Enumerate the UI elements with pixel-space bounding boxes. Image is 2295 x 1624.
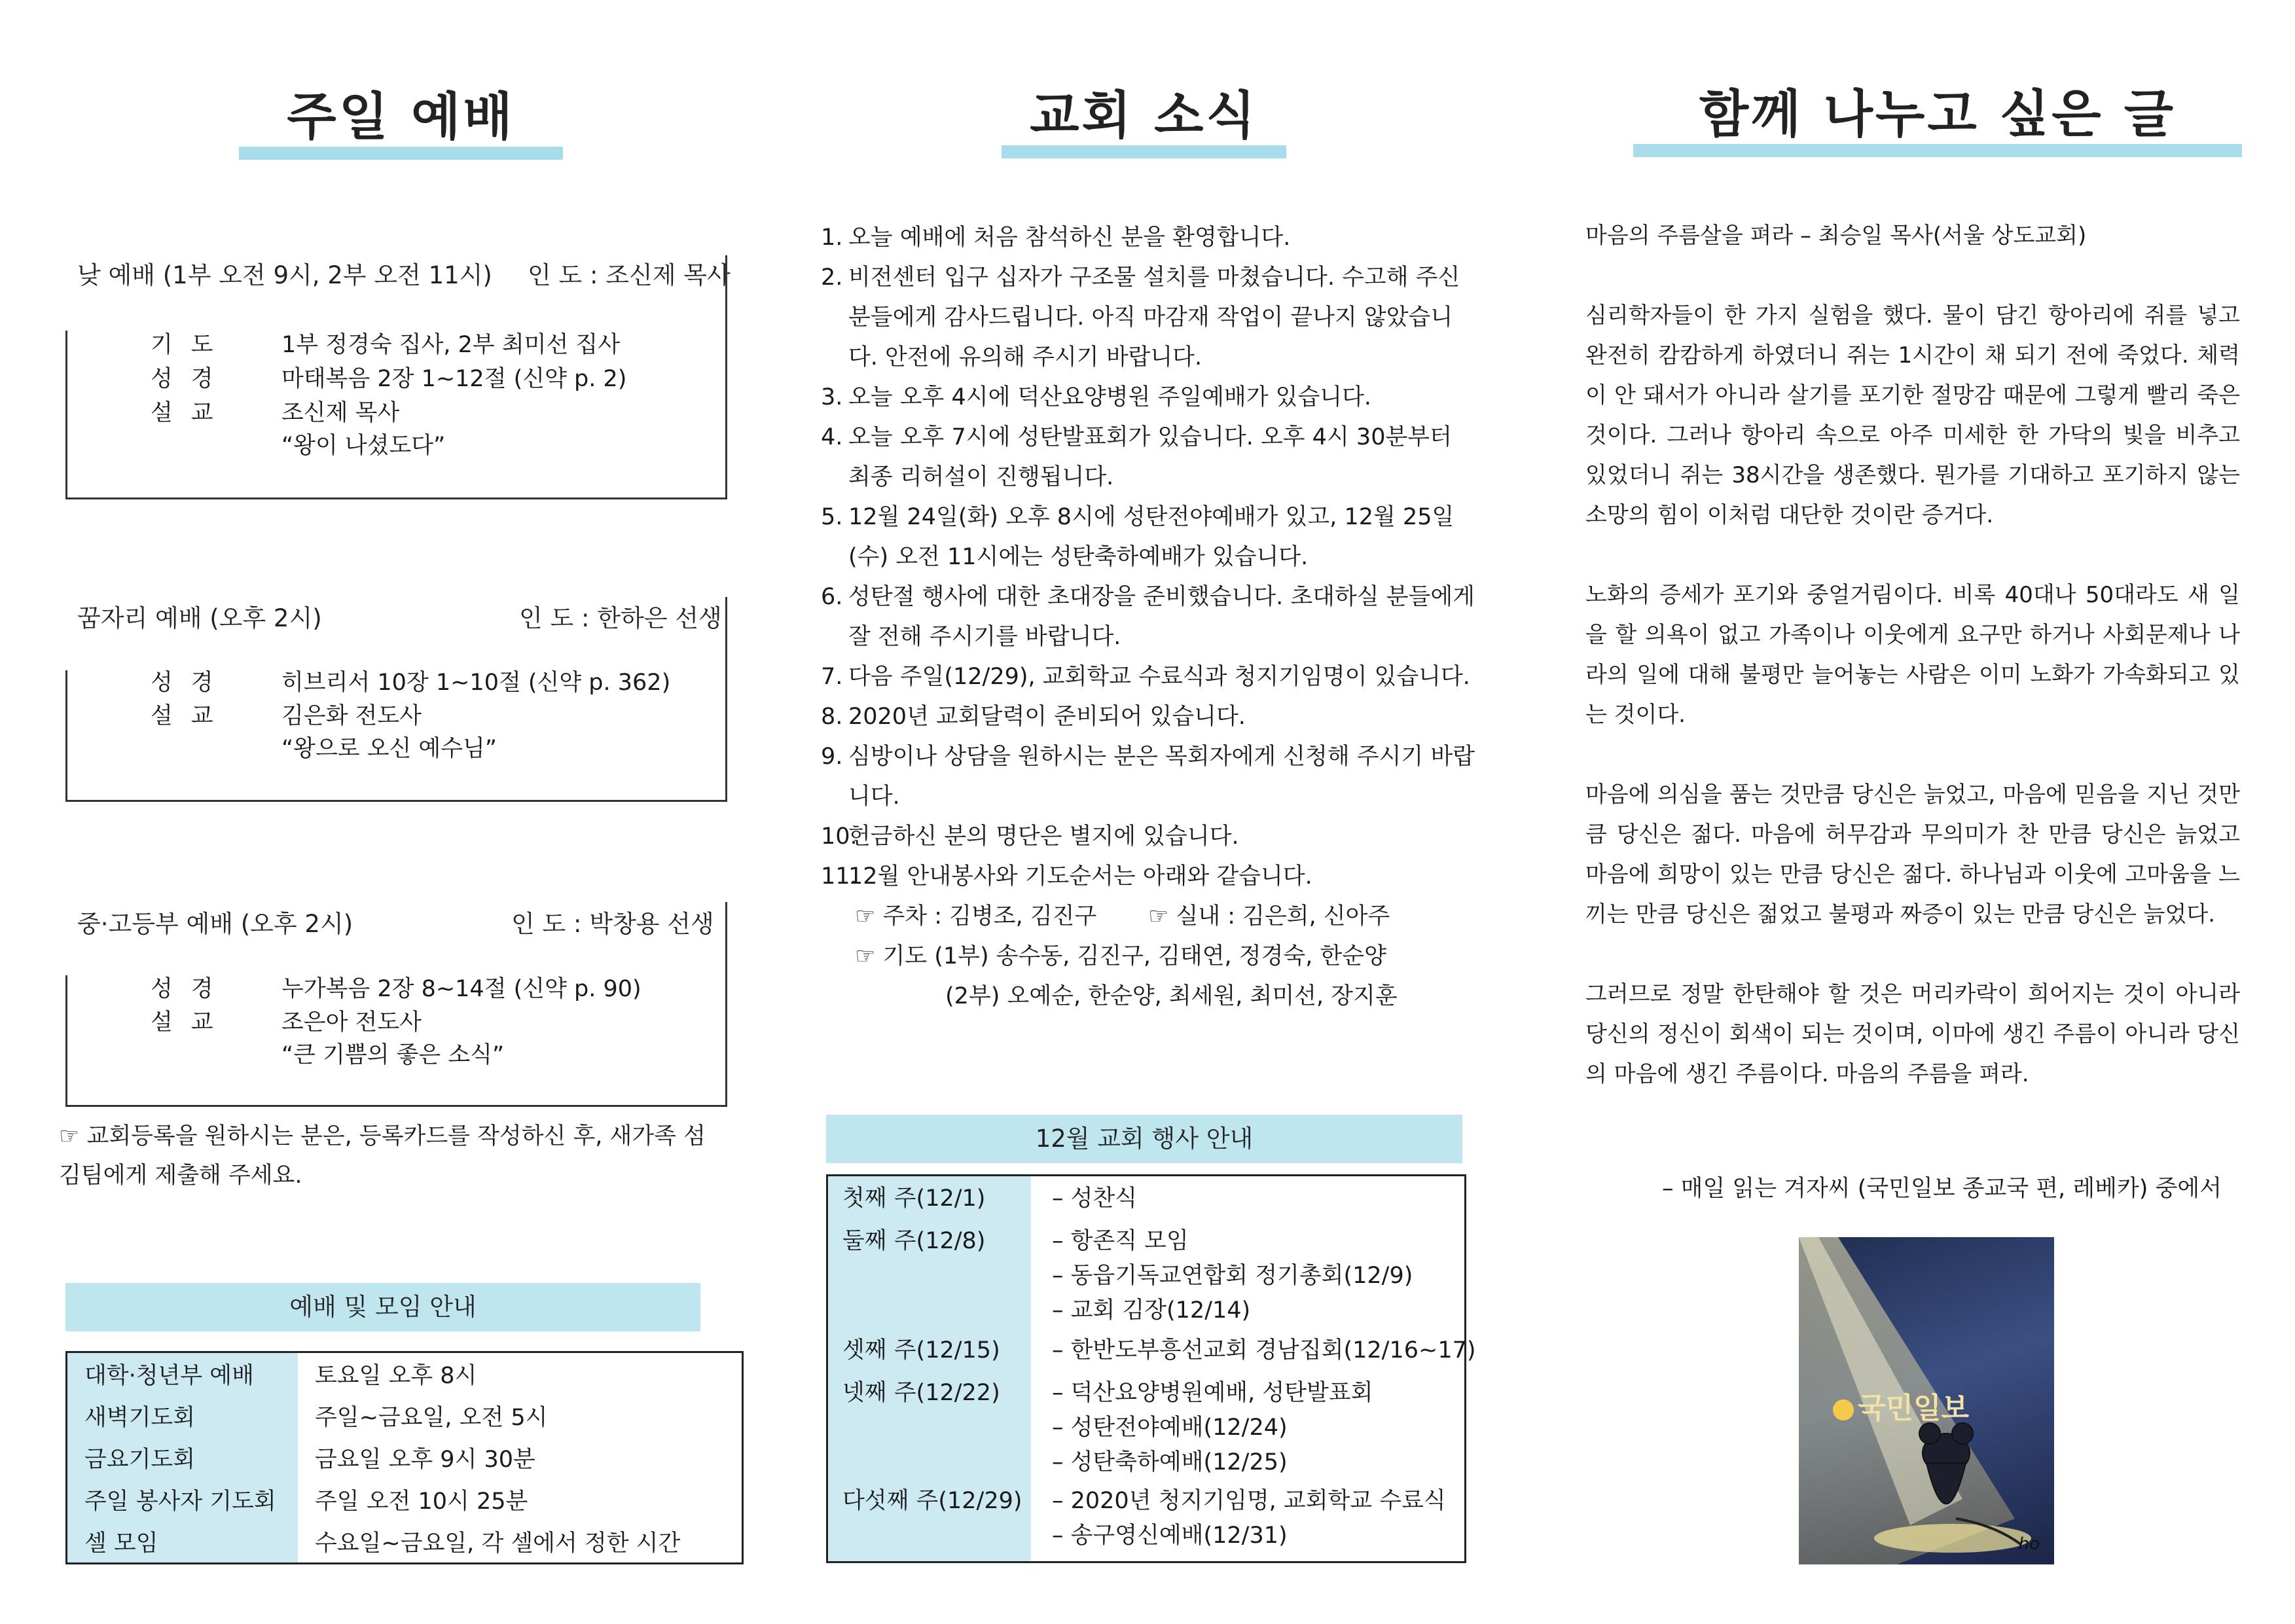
news-item-number: 7. bbox=[821, 664, 843, 690]
service-box bbox=[65, 902, 727, 1107]
indoor-volunteers: ☞ 실내 : 김은희, 신아주 bbox=[1148, 903, 1390, 929]
service-name: 중·고등부 예배 (오후 2시) bbox=[77, 910, 353, 938]
service-box-left-rule bbox=[65, 331, 67, 497]
row-value: 1부 정경숙 집사, 2부 최미선 집사 bbox=[281, 332, 621, 358]
news-item bbox=[821, 737, 1475, 817]
news-item-text: 12월 안내봉사와 기도순서는 아래와 같습니다. bbox=[848, 863, 1312, 890]
event-week: 첫째 주(12/1) bbox=[842, 1185, 986, 1212]
news-item bbox=[821, 258, 1475, 378]
news-item-text: 심방이나 상담을 원하시는 분은 목회자에게 신청해 주시기 바랍니다. bbox=[848, 744, 1475, 810]
table-row bbox=[67, 1352, 743, 1396]
event-week: 셋째 주(12/15) bbox=[842, 1337, 1000, 1363]
essay-spacer bbox=[1585, 535, 2240, 575]
table-row bbox=[67, 1395, 743, 1437]
essay-spacer bbox=[1585, 735, 2240, 775]
meetings-table bbox=[65, 1351, 744, 1564]
news-item bbox=[821, 577, 1475, 657]
row-label: 설교 bbox=[151, 400, 232, 426]
news-item-text: 다음 주일(12/29), 교회학교 수료식과 청지기임명이 있습니다. bbox=[848, 664, 1470, 690]
news-item-number: 10. bbox=[821, 823, 858, 850]
news-item bbox=[821, 497, 1475, 577]
news-item bbox=[821, 378, 1475, 418]
meeting-name: 주일 봉사자 기도회 bbox=[67, 1479, 298, 1521]
meeting-time: 주일 오전 10시 25분 bbox=[315, 1489, 528, 1515]
news-item-text: 2020년 교회달력이 준비되어 있습니다. bbox=[848, 704, 1246, 730]
news-title: 교회 소식 bbox=[1030, 86, 1258, 145]
worship-title: 주일 예배 bbox=[287, 87, 515, 147]
event-items bbox=[1052, 1182, 1137, 1216]
row-label: 설교 bbox=[151, 1009, 232, 1036]
events-table bbox=[826, 1174, 1476, 1563]
event-items bbox=[1052, 1333, 1476, 1368]
row-label: 성경 bbox=[151, 366, 232, 392]
essay-spacer bbox=[1585, 935, 2240, 975]
meeting-name: 새벽기도회 bbox=[67, 1395, 298, 1437]
meeting-name: 셀 모임 bbox=[67, 1521, 298, 1564]
event-item: – 동읍기독교연합회 정기총회(12/9) bbox=[1052, 1263, 1413, 1289]
news-item-number: 1. bbox=[821, 225, 843, 251]
news-item bbox=[821, 418, 1475, 497]
essay-paragraph: 심리학자들이 한 가지 실험을 했다. 물이 담긴 항아리에 쥐를 넣고 완전히 캄캄하게 하였더니 쥐는 1시간이 채 되기 전에 죽었다. 체력이 안 돼서가 아니라 살기를 포기한 절망감 때문에 그렇게 빨리 죽은 것이다. 그러나 항아리 속으로 아주 미세한 한 가닥의 빛을 비추고 있었더니 쥐는 38시간을 생존했다. 뭔가를 기대하고 포기하지 않는 소망의 힘이 이처럼 대단한 것이란 증거다. bbox=[1585, 302, 2240, 528]
news-item-number: 2. bbox=[821, 264, 843, 291]
news-item bbox=[821, 697, 1475, 737]
meeting-time: 금요일 오후 9시 30분 bbox=[315, 1447, 535, 1473]
event-items bbox=[1052, 1224, 1413, 1328]
events-header: 12월 교회 행사 안내 bbox=[826, 1115, 1462, 1163]
meetings-header: 예배 및 모임 안내 bbox=[65, 1283, 700, 1331]
news-item-text: 오늘 예배에 처음 참석하신 분을 환영합니다. bbox=[848, 225, 1291, 251]
row-value: 히브리서 10장 1~10절 (신약 p. 362) bbox=[281, 670, 671, 696]
meeting-name: 금요기도회 bbox=[67, 1437, 298, 1479]
table-row bbox=[67, 1521, 743, 1564]
event-item: – 성찬식 bbox=[1052, 1185, 1138, 1212]
news-item-text: 비전센터 입구 십자가 구조물 설치를 마쳤습니다. 수고해 주신 분들에게 감사드립니다. 아직 마감재 작업이 끝나지 않았습니다. 안전에 유의해 주시기 바랍니다. bbox=[848, 264, 1460, 370]
sermon-title: “큰 기쁨의 좋은 소식” bbox=[281, 1042, 505, 1068]
registration-note: ☞ 교회등록을 원하시는 분은, 등록카드를 작성하신 후, 새가족 섬김팀에게 제출해 주세요. bbox=[59, 1123, 706, 1189]
event-item: – 송구영신예배(12/31) bbox=[1052, 1523, 1288, 1549]
sermon-title: “왕으로 오신 예수님” bbox=[281, 736, 497, 762]
news-item-text: 12월 24일(화) 오후 8시에 성탄전야예배가 있고, 12월 25일(수) 오전 11시에는 성탄축하예배가 있습니다. bbox=[848, 504, 1455, 570]
row-value: 마태복음 2장 1~12절 (신약 p. 2) bbox=[281, 366, 627, 392]
spotlight-illustration bbox=[1799, 1237, 2054, 1564]
news-item-number: 4. bbox=[821, 424, 843, 450]
news-item-text: 성탄절 행사에 대한 초대장을 준비했습니다. 초대하실 분들에게 잘 전해 주시기를 바랍니다. bbox=[848, 584, 1475, 650]
news-item-number: 6. bbox=[821, 584, 843, 610]
share-title-underline bbox=[1633, 144, 2242, 157]
essay-paragraph: 노화의 증세가 포기와 중얼거림이다. 비록 40대나 50대라도 새 일을 할 의욕이 없고 가족이나 이웃에게 요구만 하거나 사회문제나 나라의 일에 대해 불평만 늘어놓는 사람은 이미 노화가 가속화되고 있는 것이다. bbox=[1585, 582, 2240, 728]
service-box bbox=[65, 255, 727, 499]
table-row bbox=[67, 1479, 743, 1521]
row-value: 조은아 전도사 bbox=[281, 1009, 422, 1036]
meeting-time: 토요일 오후 8시 bbox=[315, 1363, 477, 1389]
row-value: 누가복음 2장 8~14절 (신약 p. 90) bbox=[281, 976, 642, 1002]
service-box-left-rule bbox=[65, 670, 67, 800]
event-item: – 성탄축하예배(12/25) bbox=[1052, 1449, 1288, 1475]
news-item-number: 8. bbox=[821, 704, 843, 730]
service-name: 꿈자리 예배 (오후 2시) bbox=[77, 604, 322, 632]
table-row bbox=[67, 1437, 743, 1479]
service-leader: 인 도 : 박창용 선생 bbox=[511, 910, 714, 938]
event-week: 둘째 주(12/8) bbox=[842, 1228, 986, 1254]
service-box-left-rule bbox=[65, 975, 67, 1105]
logo-text: 국민일보 bbox=[1858, 1392, 1970, 1425]
event-item: – 항존직 모임 bbox=[1052, 1228, 1189, 1254]
news-item bbox=[821, 857, 1475, 897]
service-leader: 인 도 : 한하은 선생 bbox=[519, 604, 722, 632]
meeting-time: 주일~금요일, 오전 5시 bbox=[315, 1405, 548, 1431]
essay-source: – 매일 읽는 겨자씨 (국민일보 종교국 편, 레베카) 중에서 bbox=[1662, 1176, 2222, 1202]
news-item bbox=[821, 817, 1475, 857]
essay-spacer bbox=[1585, 256, 2240, 296]
event-week: 넷째 주(12/22) bbox=[842, 1380, 1000, 1406]
meeting-time: 수요일~금요일, 각 셀에서 정한 시간 bbox=[315, 1530, 681, 1557]
event-items bbox=[1052, 1376, 1373, 1480]
meeting-name: 대학·청년부 예배 bbox=[67, 1352, 298, 1396]
news-title-underline bbox=[1002, 145, 1286, 158]
logo-badge-icon bbox=[1833, 1399, 1854, 1420]
row-label: 성경 bbox=[151, 976, 232, 1002]
event-item: – 성탄전야예배(12/24) bbox=[1052, 1415, 1288, 1441]
service-box bbox=[65, 597, 727, 802]
news-item bbox=[821, 657, 1475, 697]
news-item-text: 오늘 오후 7시에 성탄발표회가 있습니다. 오후 4시 30분부터 최종 리허설이 진행됩니다. bbox=[848, 424, 1452, 490]
event-item: – 교회 김장(12/14) bbox=[1052, 1297, 1251, 1324]
news-item-number: 5. bbox=[821, 504, 843, 530]
worship-title-underline bbox=[239, 147, 563, 160]
essay-paragraph: 마음에 의심을 품는 것만큼 당신은 늙었고, 마음에 믿음을 지닌 것만큼 당신은 젊다. 마음에 허무감과 무의미가 찬 만큼 당신은 늙었고 마음에 희망이 있는 만큼 당신은 젊다. 하나님과 이웃에 고마움을 느끼는 만큼 당신은 젊었고 불평과 짜증이 있는 만큼 당신은 늙었다. bbox=[1585, 782, 2240, 928]
row-value: 조신제 목사 bbox=[281, 400, 400, 426]
service-leader: 인 도 : 조신제 목사 bbox=[528, 261, 731, 289]
volunteer-row bbox=[821, 897, 1475, 937]
row-label: 성경 bbox=[151, 670, 232, 696]
row-label: 기도 bbox=[151, 332, 232, 358]
service-name: 낮 예배 (1부 오전 9시, 2부 오전 11시) bbox=[77, 261, 492, 289]
event-week: 다섯째 주(12/29) bbox=[842, 1488, 1022, 1514]
event-item: – 2020년 청지기임명, 교회학교 수료식 bbox=[1052, 1488, 1446, 1514]
prayer-row-1: ☞ 기도 (1부) 송수동, 김진구, 김태연, 정경숙, 한순양 bbox=[855, 943, 1386, 969]
news-item-text: 오늘 오후 4시에 덕산요양병원 주일예배가 있습니다. bbox=[848, 384, 1372, 410]
news-item-number: 11. bbox=[821, 863, 858, 890]
row-label: 설교 bbox=[151, 703, 232, 729]
sermon-title: “왕이 나셨도다” bbox=[281, 433, 446, 459]
newspaper-logo bbox=[1833, 1384, 1969, 1426]
news-item-text: 헌금하신 분의 명단은 별지에 있습니다. bbox=[848, 823, 1239, 850]
event-item: – 덕산요양병원예배, 성탄발표회 bbox=[1052, 1380, 1373, 1406]
event-item: – 한반도부흥선교회 경남집회(12/16~17) bbox=[1052, 1337, 1476, 1363]
parking-volunteers: ☞ 주차 : 김병조, 김진구 bbox=[855, 903, 1097, 929]
prayer-row-2: (2부) 오예순, 한순양, 최세원, 최미선, 장지훈 bbox=[945, 983, 1398, 1009]
event-items bbox=[1052, 1484, 1446, 1553]
share-title: 함께 나누고 싶은 글 bbox=[1699, 84, 2177, 144]
news-item-number: 9. bbox=[821, 744, 843, 770]
essay bbox=[1585, 216, 2240, 1094]
essay-paragraph: 그러므로 정말 한탄해야 할 것은 머리카락이 희어지는 것이 아니라 당신의 정신이 회색이 되는 것이며, 이마에 생긴 주름이 아니라 당신의 마음에 생긴 주름이다. 마음의 주름을 펴라. bbox=[1585, 981, 2240, 1087]
artist-signature: ho bbox=[2018, 1534, 2040, 1554]
news-list bbox=[821, 218, 1475, 1017]
row-value: 김은화 전도사 bbox=[281, 703, 422, 729]
news-item bbox=[821, 218, 1475, 258]
news-item-number: 3. bbox=[821, 384, 843, 410]
essay-heading: 마음의 주름살을 펴라 – 최승일 목사(서울 상도교회) bbox=[1585, 223, 2087, 249]
